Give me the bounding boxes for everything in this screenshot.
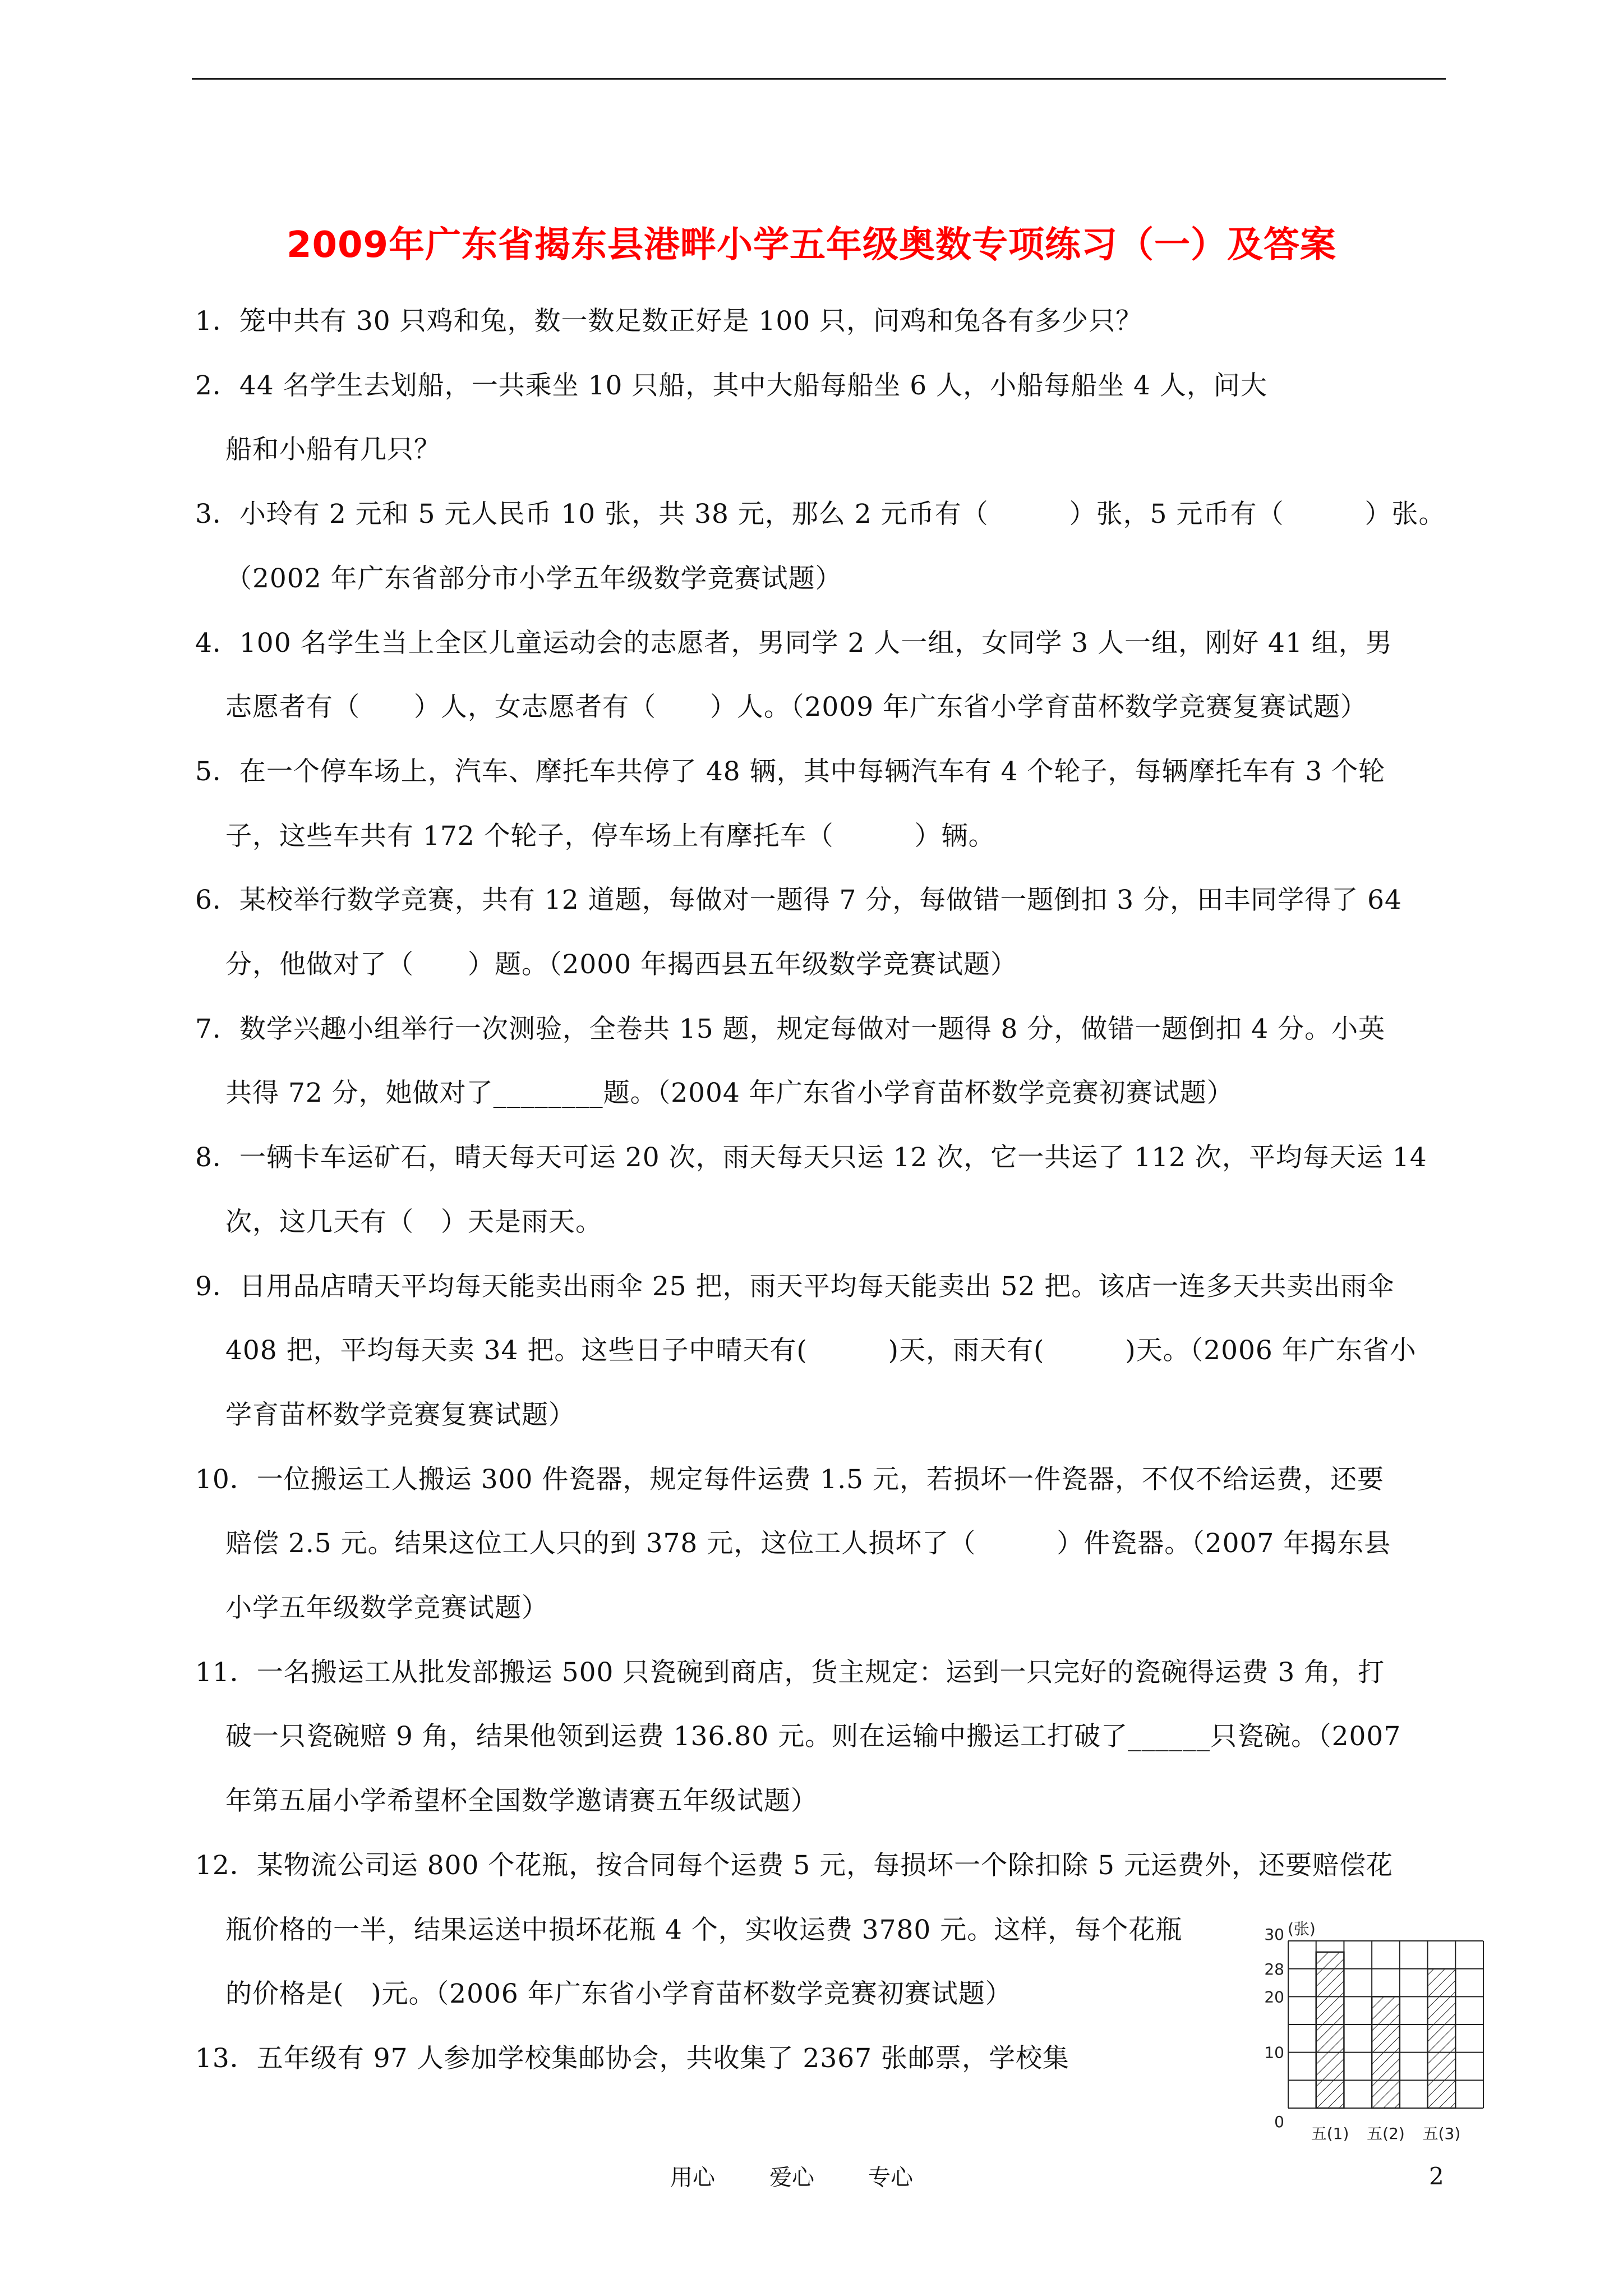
question-line: 赔偿 2.5 元。结果这位工人只的到 378 元，这位工人损坏了（ ）件瓷器。（2007 年揭东县 bbox=[225, 1528, 1391, 1559]
question-line: 分，他做对了（ ）题。（2000 年揭西县五年级数学竞赛试题） bbox=[225, 949, 1018, 980]
question-line: 408 把，平均每天卖 34 把。这些日子中晴天有( )天，雨天有( )天。（2006 年广东省小 bbox=[225, 1335, 1417, 1366]
question-line: 10．一位搬运工人搬运 300 件瓷器，规定每件运费 1.5 元，若损坏一件瓷器，不仅不给运费，还要 bbox=[195, 1464, 1385, 1495]
page-number: 2 bbox=[1429, 2162, 1444, 2190]
y-tick-label: 10 bbox=[1264, 2043, 1284, 2062]
question-line: 破一只瓷碗赔 9 角，结果他领到运费 136.80 元。则在运输中搬运工打破了______只瓷碗。（2007 bbox=[225, 1721, 1401, 1752]
x-tick-label: 五(2) bbox=[1367, 2124, 1405, 2143]
question-line: （2002 年广东省部分市小学五年级数学竞赛试题） bbox=[225, 563, 842, 594]
bar bbox=[1428, 1969, 1456, 2108]
question-line: 的价格是( )元。（2006 年广东省小学育苗杯数学竞赛初赛试题） bbox=[225, 1978, 1012, 2010]
question-line: 12．某物流公司运 800 个花瓶，按合同每个运费 5 元，每损坏一个除扣除 5 元运费外，还要赔偿花 bbox=[195, 1849, 1393, 1881]
question-line: 船和小船有几只？ bbox=[225, 434, 441, 466]
question-line: 9．日用品店晴天平均每天能卖出雨伞 25 把，雨天平均每天能卖出 52 把。该店一连多天共卖出雨伞 bbox=[195, 1271, 1395, 1302]
x-tick-label: 五(3) bbox=[1422, 2124, 1461, 2143]
question-line: 次，这几天有（ ）天是雨天。 bbox=[225, 1206, 602, 1237]
bar bbox=[1372, 1996, 1400, 2108]
question-line: 7．数学兴趣小组举行一次测验，全卷共 15 题，规定每做对一题得 8 分，做错一题倒扣 4 分。小英 bbox=[195, 1013, 1386, 1045]
y-unit-label: (张) bbox=[1288, 1920, 1316, 1938]
question-line: 11．一名搬运工从批发部搬运 500 只瓷碗到商店，货主规定：运到一只完好的瓷碗得运费 3 角，打 bbox=[195, 1657, 1385, 1688]
footer-item: 专心 bbox=[868, 2165, 913, 2191]
question-line: 5．在一个停车场上，汽车、摩托车共停了 48 辆，其中每辆汽车有 4 个轮子，每辆摩托车有 3 个轮 bbox=[195, 756, 1386, 787]
x-tick-label: 五(1) bbox=[1311, 2124, 1349, 2143]
question-line: 4．100 名学生当上全区儿童运动会的志愿者，男同学 2 人一组，女同学 3 人一组，刚好 41 组，男 bbox=[195, 627, 1393, 659]
question-line: 8．一辆卡车运矿石，晴天每天可运 20 次，雨天每天只运 12 次，它一共运了 112 次，平均每天运 14 bbox=[195, 1142, 1427, 1174]
footer-item: 爱心 bbox=[769, 2165, 814, 2191]
question-line: 年第五届小学希望杯全国数学邀请赛五年级试题） bbox=[225, 1786, 818, 1817]
y-tick-label: 0 bbox=[1274, 2113, 1284, 2131]
question-line: 3．小玲有 2 元和 5 元人民币 10 张，共 38 元，那么 2 元币有（ ）张，5 元币有（ ）张。 bbox=[195, 499, 1446, 530]
question-line: 2．44 名学生去划船，一共乘坐 10 只船，其中大船每船坐 6 人，小船每船坐 4 人，问大 bbox=[195, 370, 1267, 401]
question-line: 瓶价格的一半，结果运送中损坏花瓶 4 个，实收运费 3780 元。这样，每个花瓶 bbox=[225, 1914, 1183, 1945]
question-line: 13．五年级有 97 人参加学校集邮协会，共收集了 2367 张邮票，学校集 bbox=[195, 2042, 1069, 2074]
bar bbox=[1316, 1952, 1344, 2108]
y-tick-label: 28 bbox=[1264, 1959, 1284, 1978]
y-tick-label: 20 bbox=[1264, 1987, 1284, 2007]
question-line: 1．笼中共有 30 只鸡和兔，数一数足数正好是 100 只，问鸡和兔各有多少只？ bbox=[195, 306, 1143, 337]
y-tick-label: 30 bbox=[1264, 1925, 1284, 1944]
footer-item: 用心 bbox=[670, 2165, 715, 2191]
stamp-bar-chart bbox=[1251, 1918, 1514, 2165]
question-line: 6．某校举行数学竞赛，共有 12 道题，每做对一题得 7 分，每做错一题倒扣 3 分，田丰同学得了 64 bbox=[195, 885, 1402, 916]
question-line: 子，这些车共有 172 个轮子，停车场上有摩托车（ ）辆。 bbox=[225, 820, 995, 852]
header-rule bbox=[192, 78, 1446, 80]
question-line: 志愿者有（ ）人，女志愿者有（ ）人。（2009 年广东省小学育苗杯数学竞赛复赛试题） bbox=[225, 692, 1368, 723]
question-line: 小学五年级数学竞赛试题） bbox=[225, 1593, 548, 1623]
document-title: 2009年广东省揭东县港畔小学五年级奥数专项练习（一）及答案 bbox=[286, 224, 1337, 266]
question-line: 共得 72 分，她做对了________题。（2004 年广东省小学育苗杯数学竞赛初赛试题） bbox=[225, 1078, 1234, 1109]
question-line: 学育苗杯数学竞赛复赛试题） bbox=[225, 1399, 575, 1430]
